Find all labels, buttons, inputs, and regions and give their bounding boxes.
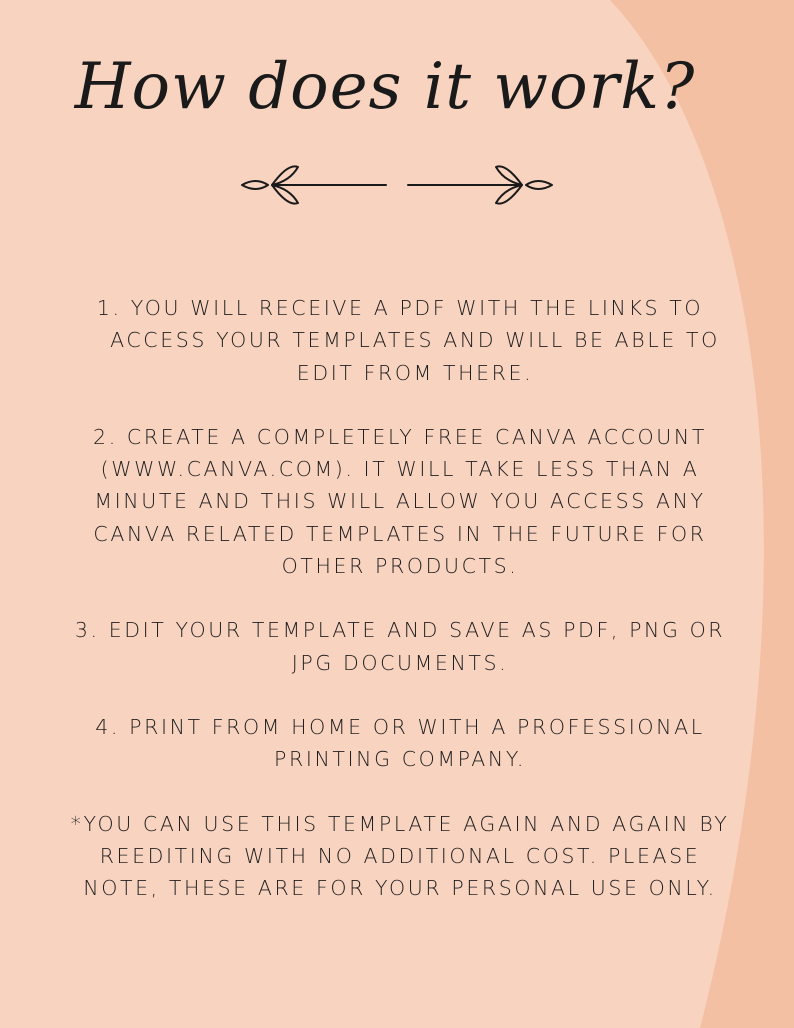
instruction-steps <box>60 292 740 904</box>
step-1: 1. YOU WILL RECEIVE A PDF WITH THE LINKS TO ACCESS YOUR TEMPLATES AND WILL BE ABLE TO EDIT FROM THERE. <box>96 296 720 385</box>
leaf-arrow-divider-icon <box>236 155 558 205</box>
page-title: How does it work? <box>74 50 696 124</box>
usage-note: *YOU CAN USE THIS TEMPLATE AGAIN AND AGAIN BY REEDITING WITH NO ADDITIONAL COST. PLEASE NOTE, THESE ARE FOR YOUR PERSONAL USE ONLY. <box>70 811 730 901</box>
step-3: 3. EDIT YOUR TEMPLATE AND SAVE AS PDF, PNG OR JPG DOCUMENTS. <box>74 618 726 675</box>
step-4: 4. PRINT FROM HOME OR WITH A PROFESSIONAL PRINTING COMPANY. <box>95 714 705 772</box>
step-2: 2. CREATE A COMPLETELY FREE CANVA ACCOUNT (WWW.CANVA.COM). IT WILL TAKE LESS THAN A MINUTE AND THIS WILL ALLOW YOU ACCESS ANY CANVA RELATED TEMPLATES IN THE FUTURE FOR OTHER PRODUCTS. <box>93 424 707 579</box>
